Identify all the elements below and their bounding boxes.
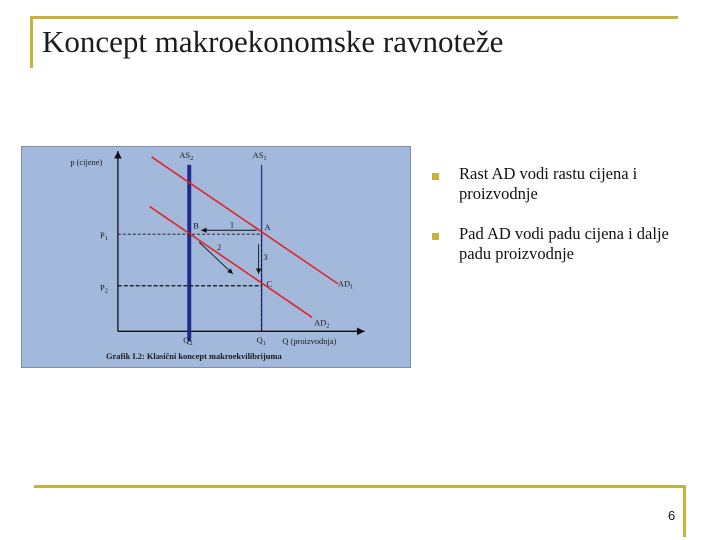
move-3-label: 3 bbox=[263, 251, 268, 262]
bottom-accent-line bbox=[34, 485, 686, 488]
ad1-label: $AD_1$ bbox=[337, 278, 354, 291]
bullet-text: Pad AD vodi padu cijena i dalje padu proizvodnje bbox=[459, 224, 669, 263]
point-c-label: C bbox=[266, 278, 273, 289]
x-axis-label: Q (proizvodnja) bbox=[282, 336, 337, 347]
ad1-curve bbox=[152, 157, 338, 284]
point-b-label: B bbox=[193, 220, 199, 231]
as1-label: $AS_1$ bbox=[252, 149, 267, 162]
right-accent-line bbox=[683, 485, 686, 537]
left-accent-line bbox=[30, 16, 33, 68]
bullet-list bbox=[432, 164, 702, 284]
q1-label: $Q_1$ bbox=[256, 335, 266, 348]
ad2-label: $AD_2$ bbox=[314, 317, 330, 330]
point-a-label: A bbox=[264, 222, 271, 233]
square-bullet-icon bbox=[432, 173, 439, 180]
move-2-arrow bbox=[199, 242, 233, 274]
graph-canvas bbox=[22, 147, 410, 367]
p2-label: $P_2$ bbox=[100, 282, 108, 295]
move-1-label: 1 bbox=[229, 219, 235, 230]
square-bullet-icon bbox=[432, 233, 439, 240]
p1-label: $P_1$ bbox=[100, 230, 108, 243]
macro-equilibrium-graph bbox=[21, 146, 411, 368]
bullet-item-rast bbox=[432, 164, 702, 204]
q2-label: $Q_2$ bbox=[183, 335, 193, 348]
y-axis-label: p (cijene) bbox=[70, 156, 103, 167]
slide-title: Koncept makroekonomske ravnoteže bbox=[42, 24, 504, 59]
bullet-text: Rast AD vodi rastu cijena i proizvodnje bbox=[459, 164, 638, 203]
as2-label: $AS_2$ bbox=[179, 149, 194, 162]
move-2-label: 2 bbox=[216, 242, 222, 253]
top-accent-line bbox=[30, 16, 678, 19]
bullet-item-pad bbox=[432, 224, 702, 264]
page-number: 6 bbox=[668, 508, 676, 523]
graph-caption: Grafik I.2: Klasični koncept makroekvilibrijuma bbox=[106, 351, 282, 362]
